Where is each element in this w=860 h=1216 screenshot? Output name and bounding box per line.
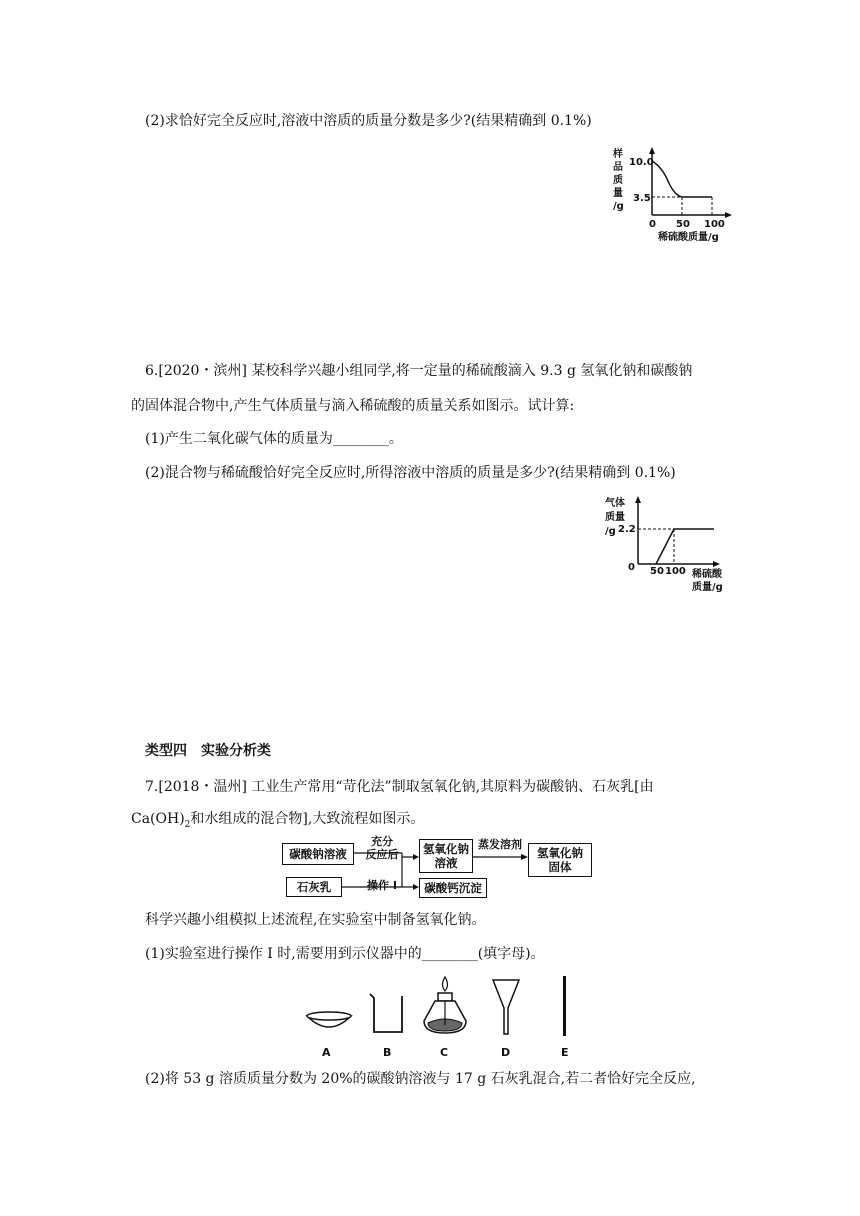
flow-box-lime-milk: 石灰乳 [286,877,342,897]
q7-line2-post: 和水组成的混合物],大致流程如图示。 [190,811,425,827]
alcohol-lamp-icon [420,975,470,1037]
flow-label-operation: 操作 I [367,879,397,892]
funnel-icon [491,978,521,1036]
instrument-label-b: B [383,1046,392,1059]
q6-curve [656,529,714,564]
q7-part2: (2)将 53 g 溶质质量分数为 20%的碳酸钠溶液与 17 g 石灰乳混合,若二者恰好完全反应, [145,1071,696,1087]
q5-part2-text: (2)求恰好完全反应时,溶液中溶质的质量分数是多少?(结果精确到 0.1%) [145,113,592,129]
q6-ytick-2.2: 2.2 [618,524,636,535]
q7-line2-sub: 2 [184,819,191,830]
q5-ytick-3.5: 3.5 [633,193,651,204]
q6-xlabel-2: 质量/g [692,582,723,593]
flow-box-sodium-carbonate: 碳酸钠溶液 [282,843,354,865]
flow-box-naoh-solid: 氢氧化钠 固体 [528,843,592,877]
instrument-label-a: A [322,1046,331,1059]
flow-diagram [282,835,602,905]
q6-ylabel-2: 质量 [605,512,625,523]
q6-x-arrow [713,561,720,567]
q6-origin: 0 [628,562,635,573]
flow-box-caco3: 碳酸钙沉淀 [419,878,487,898]
q5-ylabel-3: 质 [613,175,623,186]
q6-ylabel-1: 气体 [605,498,625,509]
q6-ylabel-3: /g [605,526,616,537]
beaker-icon [366,992,406,1036]
q6-xlabel-1: 稀硫酸 [692,569,722,580]
flow-box-naoh-solution: 氢氧化钠 溶液 [419,839,473,873]
instrument-label-d: D [501,1046,511,1059]
q6-xtick-50: 50 [650,566,664,577]
q7-intro: 科学兴趣小组模拟上述流程,在实验室中制备氢氧化钠。 [145,912,486,928]
q5-xtick-0: 0 [649,219,656,230]
flow-label-react: 充分 反应后 [365,835,399,861]
q7-line2 [131,810,424,834]
q5-ylabel-2: 品 [613,162,623,173]
q6-line1: 6.[2020・滨州] 某校科学兴趣小组同学,将一定量的稀硫酸滴入 9.3 g 氢氧化钠和碳酸钠 [145,363,693,379]
q5-ylabel-1: 样 [613,149,623,160]
q7-part1: (1)实验室进行操作 I 时,需要用到示仪器中的________(填字母)。 [145,946,545,962]
glass-rod-icon [560,974,570,1038]
q5-graph [600,145,740,245]
q6-line2: 的固体混合物中,产生气体质量与滴入稀硫酸的质量关系如图示。试计算: [131,398,575,414]
instrument-label-c: C [440,1046,449,1059]
flow-label-evaporate: 蒸发溶剂 [478,838,522,851]
instrument-label-e: E [561,1046,569,1059]
section-title: 类型四 实验分析类 [145,743,271,759]
q5-ylabel-5: /g [613,201,624,212]
q6-xtick-100: 100 [665,566,686,577]
evaporating-dish-icon [304,1008,354,1034]
q5-xlabel: 稀硫酸质量/g [658,232,719,243]
q6-part1: (1)产生二氧化碳气体的质量为________。 [145,431,403,447]
q6-graph [600,494,730,594]
q5-ylabel-4: 量 [613,188,623,199]
q7-line1: 7.[2018・温州] 工业生产常用“苛化法”制取氢氧化钠,其原料为碳酸钠、石灰乳[由 [145,779,654,795]
q5-xtick-50: 50 [676,219,690,230]
q5-curve [652,161,712,197]
q7-line2-pre: Ca(OH) [131,811,185,827]
q5-x-arrow [725,212,732,218]
q5-ytick-10: 10.0 [629,157,654,168]
q6-part2: (2)混合物与稀硫酸恰好完全反应时,所得溶液中溶质的质量是多少?(结果精确到 0.1%) [145,465,676,481]
q5-xtick-100: 100 [704,219,725,230]
q5-y-arrow [649,147,655,154]
q6-y-arrow [635,496,641,503]
